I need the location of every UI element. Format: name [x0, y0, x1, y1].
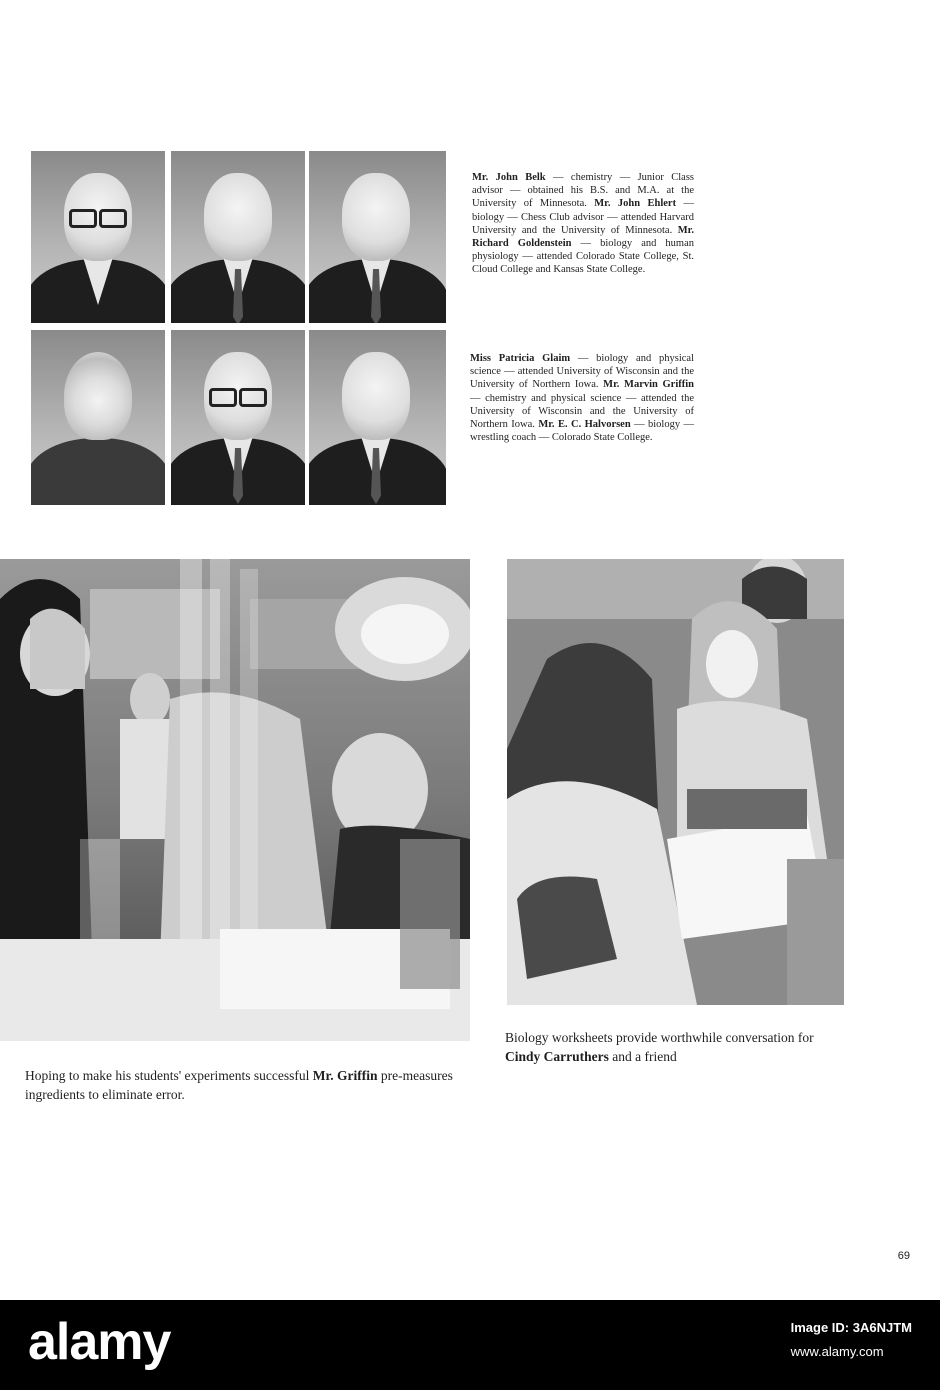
bio-text: — chemistry and physical science — attended the University of Wisconsin and the University of Northern Iowa.: [470, 392, 694, 431]
bio-name: Mr. John Belk: [472, 172, 546, 183]
bio-text: — biology and physical science — attended University of Wisconsin and the University of Northern Iowa.: [470, 353, 694, 391]
caption-name: Mr. Griffin: [312, 1068, 378, 1083]
caption-lab-photo: [25, 1066, 475, 1104]
image-id-row: [791, 1318, 912, 1338]
caption-text: pre-measures ingredients to eliminate error.: [25, 1068, 453, 1102]
worksheet-photo-illustration: [507, 559, 844, 1005]
portrait-john-belk: [31, 151, 165, 323]
caption-text: and a friend: [608, 1049, 677, 1064]
image-id-label: Image ID:: [790, 1320, 850, 1335]
lab-photo-illustration: [0, 559, 470, 1041]
bio-name: Mr. John Ehlert: [594, 198, 677, 210]
footer-url[interactable]: www.alamy.com: [790, 1344, 884, 1359]
caption-worksheet-photo: [505, 1028, 845, 1066]
caption-text: Biology worksheets provide worthwhile conversation for: [505, 1030, 814, 1045]
page-number: 69: [897, 1250, 910, 1262]
portrait-marvin-griffin: [171, 330, 305, 505]
bio-text: — biology — wrestling coach — Colorado State College.: [470, 419, 694, 444]
faculty-bio-group-2: [470, 352, 694, 444]
portrait-richard-goldenstein: [309, 151, 446, 323]
footer-meta: [791, 1318, 912, 1364]
faculty-bio-group-1: [472, 171, 694, 277]
bio-text: — biology and human physiology — attended Colorado State College, St. Cloud College and Kansas State College.: [472, 238, 694, 276]
portrait-ec-halvorsen: [309, 330, 446, 505]
bio-name: Mr. E. C. Halvorsen: [538, 419, 631, 431]
bio-text: — biology — Chess Club advisor — attended Harvard University and the University of Minnesota.: [472, 198, 694, 236]
bio-name: Miss Patricia Glaim: [470, 353, 571, 364]
bio-text: — chemistry — Junior Class advisor — obtained his B.S. and M.A. at the University of Minnesota.: [472, 172, 694, 210]
portrait-patricia-glaim: [31, 330, 165, 505]
caption-name: Cindy Carruthers: [505, 1049, 609, 1064]
caption-text: Hoping to make his students' experiments successful: [25, 1068, 313, 1083]
bio-name: Mr. Richard Goldenstein: [472, 224, 694, 250]
worksheet-photo-carruthers: [507, 559, 844, 1005]
portrait-john-ehlert: [171, 151, 305, 323]
lab-photo-griffin: [0, 559, 470, 1041]
image-id: 3A6NJTM: [852, 1320, 912, 1335]
alamy-logo: alamy: [28, 1313, 171, 1371]
bio-name: Mr. Marvin Griffin: [603, 379, 694, 391]
watermark-footer: [0, 1300, 940, 1390]
